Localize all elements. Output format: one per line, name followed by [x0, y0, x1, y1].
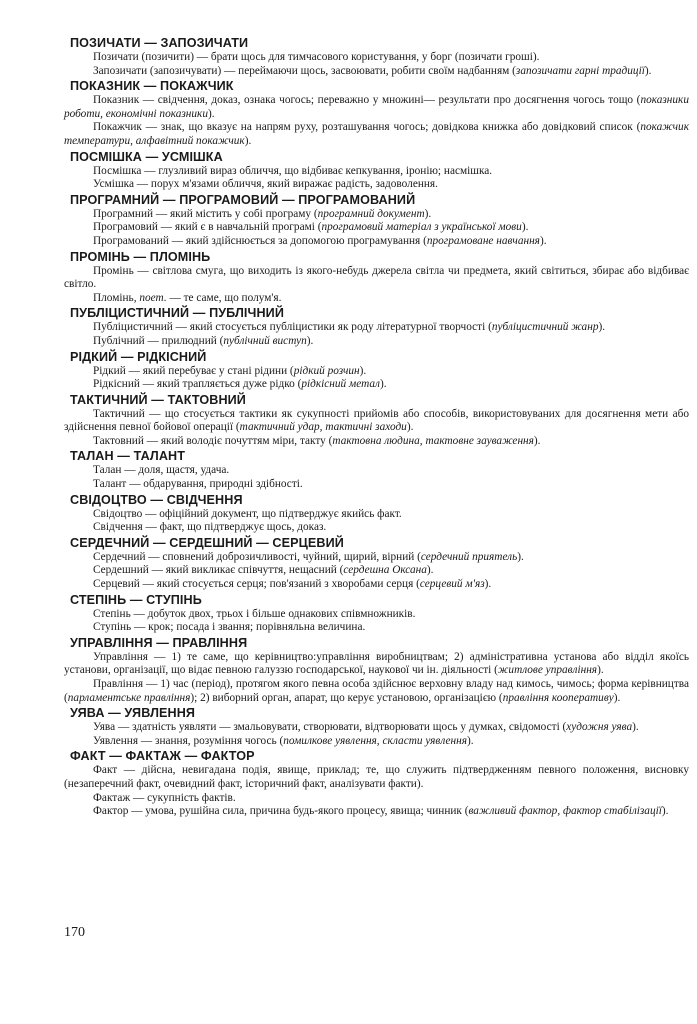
dictionary-entry [64, 706, 689, 748]
dictionary-entry [64, 36, 689, 78]
definition-text: ). [644, 64, 652, 77]
entry-definition [64, 464, 689, 478]
definition-text: Рідкий — який перебуває у стані рідини ( [93, 364, 294, 377]
entry-definition [64, 121, 689, 148]
usage-example: помилкове уявлення, скласти уявлення [283, 734, 468, 747]
definition-text: ). [306, 334, 314, 347]
definition-text: Степінь — добуток двох, трьох і більше однакових співмножників. [93, 607, 416, 620]
entry-definition [64, 365, 689, 379]
definition-text: Свідчення — факт, що підтверджує щось, доказ. [93, 521, 327, 534]
definition-text: ). [244, 134, 252, 147]
dictionary-entry [64, 749, 689, 818]
definition-text: Уявлення — знання, розуміння чогось ( [93, 734, 284, 747]
entry-heading: ПУБЛІЦИСТИЧНИЙ — ПУБЛІЧНИЙ [70, 306, 284, 321]
definition-text: ). [406, 421, 414, 434]
definition-text: Правління — 1) час (період), протягом якого певна особа здійснює верховну владу над кимось, чимось; форма керівництва ( [64, 678, 689, 704]
definition-text: Управління — 1) те саме, що керівництво:управління виробництвам; 2) адміністративна установа або відділ якоїсь установи, організації, що відає певною галуззю господарської, наукової чи ін. діяльності ( [64, 650, 689, 677]
definition-text: Програмовий — який є в навчальній програмі ( [93, 221, 322, 234]
usage-example: сердечний приятель [420, 550, 518, 563]
usage-example: покажчик температури, алфавітний покажчик [64, 121, 689, 147]
dictionary-entry [64, 636, 689, 705]
usage-example: публічний виступ [223, 334, 307, 347]
definition-text: Усмішка — порух м'язами обличчя, який виражає радість, задоволення. [93, 178, 438, 191]
entry-heading: СЕРДЕЧНИЙ — СЕРДЕШНИЙ — СЕРЦЕВИЙ [70, 535, 344, 550]
definition-text: ). [517, 550, 524, 563]
entry-definition [64, 221, 689, 235]
dictionary-page [64, 35, 689, 819]
usage-example: рідкий розчин [293, 364, 360, 377]
definition-text: Тактовний — який володіє почуттям міри, такту ( [93, 434, 333, 447]
entry-heading: ТАЛАН — ТАЛАНТ [70, 449, 186, 464]
definition-text: Уява — здатність уявляти — змальовувати, створювати, відтворювати щось у думках, свідомості ( [93, 721, 567, 734]
definition-text: Показник — свідчення, доказ, ознака чогось; переважно у множині— результати про досягнення чогось тощо ( [93, 94, 641, 107]
entry-definition [64, 165, 689, 179]
definition-text: Запозичати (запозичувати) — переймаючи щось, засвоювати, робити своїм надбанням ( [93, 64, 516, 77]
usage-example: важливий фактор, фактор стабілізації [468, 805, 662, 818]
entry-definition [64, 721, 689, 735]
entry-definition [64, 564, 689, 578]
definition-text: ). [467, 734, 474, 747]
usage-example: показники роботи, економічні показники [64, 94, 689, 120]
entry-definition [64, 735, 689, 749]
usage-example: художня уява [566, 721, 633, 734]
dictionary-entry [64, 393, 689, 449]
entry-definition [64, 321, 689, 335]
definition-text: Публіцистичний — який стосується публіцистики як роду літературної творчості ( [93, 321, 492, 334]
entry-heading: ПРОГРАМНИЙ — ПРОГРАМОВИЙ — ПРОГРАМОВАНИЙ [70, 192, 416, 207]
entry-definition [64, 265, 689, 292]
usage-example: тактовна людина, тактовне зауваження [332, 434, 534, 447]
definition-text: Сердечний — сповнений доброзичливості, чуйний, щирий, вірний ( [93, 550, 421, 563]
definition-text: ); 2) виборний орган, апарат, що керує установою, організацією ( [190, 691, 503, 704]
definition-text: ). [521, 221, 529, 234]
entry-definition [64, 678, 689, 705]
dictionary-entry [64, 250, 689, 306]
definition-text: ). [632, 721, 639, 734]
dictionary-entry [64, 593, 689, 635]
definition-text: Рідкісний — який трапляється дуже рідко ( [93, 378, 302, 391]
definition-text: Програмований — який здійснюється за допомогою програмування ( [93, 234, 427, 247]
dictionary-entry [64, 350, 689, 392]
entry-heading: ТАКТИЧНИЙ — ТАКТОВНИЙ [70, 392, 246, 407]
usage-example: сердешна Оксана [343, 564, 427, 577]
entry-definition [64, 764, 689, 791]
usage-example: серцевий м'яз [419, 578, 485, 591]
definition-text: ). [426, 564, 434, 577]
definition-text: ). [597, 664, 604, 677]
definition-text: ). [598, 321, 606, 334]
definition-text: ). [424, 207, 432, 220]
dictionary-entry [64, 536, 689, 592]
entry-heading: УЯВА — УЯВЛЕННЯ [70, 706, 196, 721]
definition-text: ). [661, 805, 669, 818]
usage-example: парламентське правління [67, 691, 191, 704]
dictionary-entry [64, 306, 689, 348]
definition-text: Покажчик — знак, що вказує на напрям руху, розташування чогось; довідкова книжка або довідковий список ( [93, 121, 641, 134]
entry-definition [64, 578, 689, 592]
usage-example: програмний документ [317, 207, 425, 220]
entry-definition [64, 65, 689, 79]
entry-heading: СТЕПІНЬ — СТУПІНЬ [70, 592, 202, 607]
entry-heading: УПРАВЛІННЯ — ПРАВЛІННЯ [70, 635, 248, 650]
entry-heading: СВІДОЦТВО — СВІДЧЕННЯ [70, 492, 243, 507]
definition-text: — те саме, що полум'я. [166, 291, 282, 304]
entry-definition [64, 478, 689, 492]
definition-text: Свідоцтво — офіційний документ, що підтверджує якийсь факт. [93, 507, 402, 520]
definition-text: ). [359, 364, 367, 377]
entry-definition [64, 94, 689, 121]
definition-text: Талант — обдарування, природні здібності. [93, 478, 303, 491]
entry-heading: ФАКТ — ФАКТАЖ — ФАКТОР [70, 749, 255, 764]
entry-definition [64, 408, 689, 435]
dictionary-entry [64, 150, 689, 192]
entry-definition [64, 792, 689, 806]
page-number: 170 [64, 925, 85, 940]
entry-definition [64, 551, 689, 565]
definition-text: Програмний — який містить у собі програму ( [93, 207, 318, 220]
entry-definition [64, 378, 689, 392]
definition-text: ). [207, 107, 215, 120]
entry-definition [64, 435, 689, 449]
entry-definition [64, 608, 689, 622]
entry-heading: РІДКИЙ — РІДКІСНИЙ [70, 349, 207, 364]
dictionary-entry [64, 193, 689, 249]
usage-example: програмоване навчання [426, 234, 540, 247]
definition-text: Тактичний — що стосується тактики як сукупності прийомів або способів, використовуваних для досягнення мети або здійснення певної бойової операції ( [64, 407, 689, 434]
dictionary-entry [64, 79, 689, 148]
definition-text: Фактор — умова, рушійна сила, причина будь-якого процесу, явища; чинник ( [93, 805, 469, 818]
usage-example: програмовий матеріал з української мови [321, 221, 522, 234]
dictionary-entry [64, 449, 689, 491]
usage-example: публіцистичний жанр [491, 321, 599, 334]
definition-text: ). [533, 434, 541, 447]
usage-example: житлове управління [497, 664, 598, 677]
definition-text: Ступінь — крок; посада і звання; порівняльна величина. [93, 621, 366, 634]
entry-heading: ПОЗИЧАТИ — ЗАПОЗИЧАТИ [70, 36, 249, 50]
entry-heading: ПОКАЗНИК — ПОКАЖЧИК [70, 79, 234, 94]
entry-definition [64, 508, 689, 522]
definition-text: ). [539, 234, 547, 247]
definition-text: Талан — доля, щастя, удача. [93, 464, 230, 477]
usage-example: запозичати гарні традиції [515, 64, 645, 77]
definition-text: ). [379, 378, 387, 391]
entry-definition [64, 621, 689, 635]
definition-text: Фактаж — сукупність фактів. [93, 791, 236, 804]
definition-text: Факт — дійсна, невигадана подія, явище, приклад; те, що служить підтвердженням певного положення, висновку (незаперечний факт, очевидний факт, історичний факт, аналізувати факти). [64, 764, 689, 790]
definition-text: Позичати (позичити) — брати щось для тимчасового користування, у борг (позичати гроші). [93, 51, 540, 63]
entry-heading: ПРОМІНЬ — ПЛОМІНЬ [70, 249, 211, 264]
usage-example: рідкісний метал [301, 378, 380, 391]
usage-example: правління кооперативу [502, 691, 614, 704]
definition-text: Пломінь, [93, 291, 140, 304]
usage-example: тактичний удар, тактичні заходи [239, 421, 407, 434]
definition-text: ). [613, 691, 621, 704]
definition-text: Промінь — світлова смуга, що виходить із якого-небудь джерела світла чи предмета, який світиться, збирає або відбиває світло. [64, 264, 689, 291]
definition-text: Сердешний — який викликає співчуття, нещасний ( [93, 564, 344, 577]
entry-definition [64, 178, 689, 192]
definition-text: Посмішка — глузливий вираз обличчя, що відбиває кепкування, іронію; насмішка. [93, 164, 493, 177]
dictionary-entry [64, 493, 689, 535]
definition-text: ). [484, 578, 492, 591]
entry-definition [64, 651, 689, 678]
entry-definition [64, 805, 689, 819]
entry-definition [64, 235, 689, 249]
entry-definition [64, 292, 689, 306]
entry-definition [64, 51, 689, 65]
usage-example: поет. [139, 291, 167, 304]
entry-definition [64, 521, 689, 535]
entry-definition [64, 208, 689, 222]
definition-text: Публічний — прилюдний ( [93, 334, 224, 347]
entry-heading: ПОСМІШКА — УСМІШКА [70, 149, 223, 164]
definition-text: Серцевий — який стосується серця; пов'язаний з хворобами серця ( [93, 578, 420, 591]
entry-definition [64, 335, 689, 349]
